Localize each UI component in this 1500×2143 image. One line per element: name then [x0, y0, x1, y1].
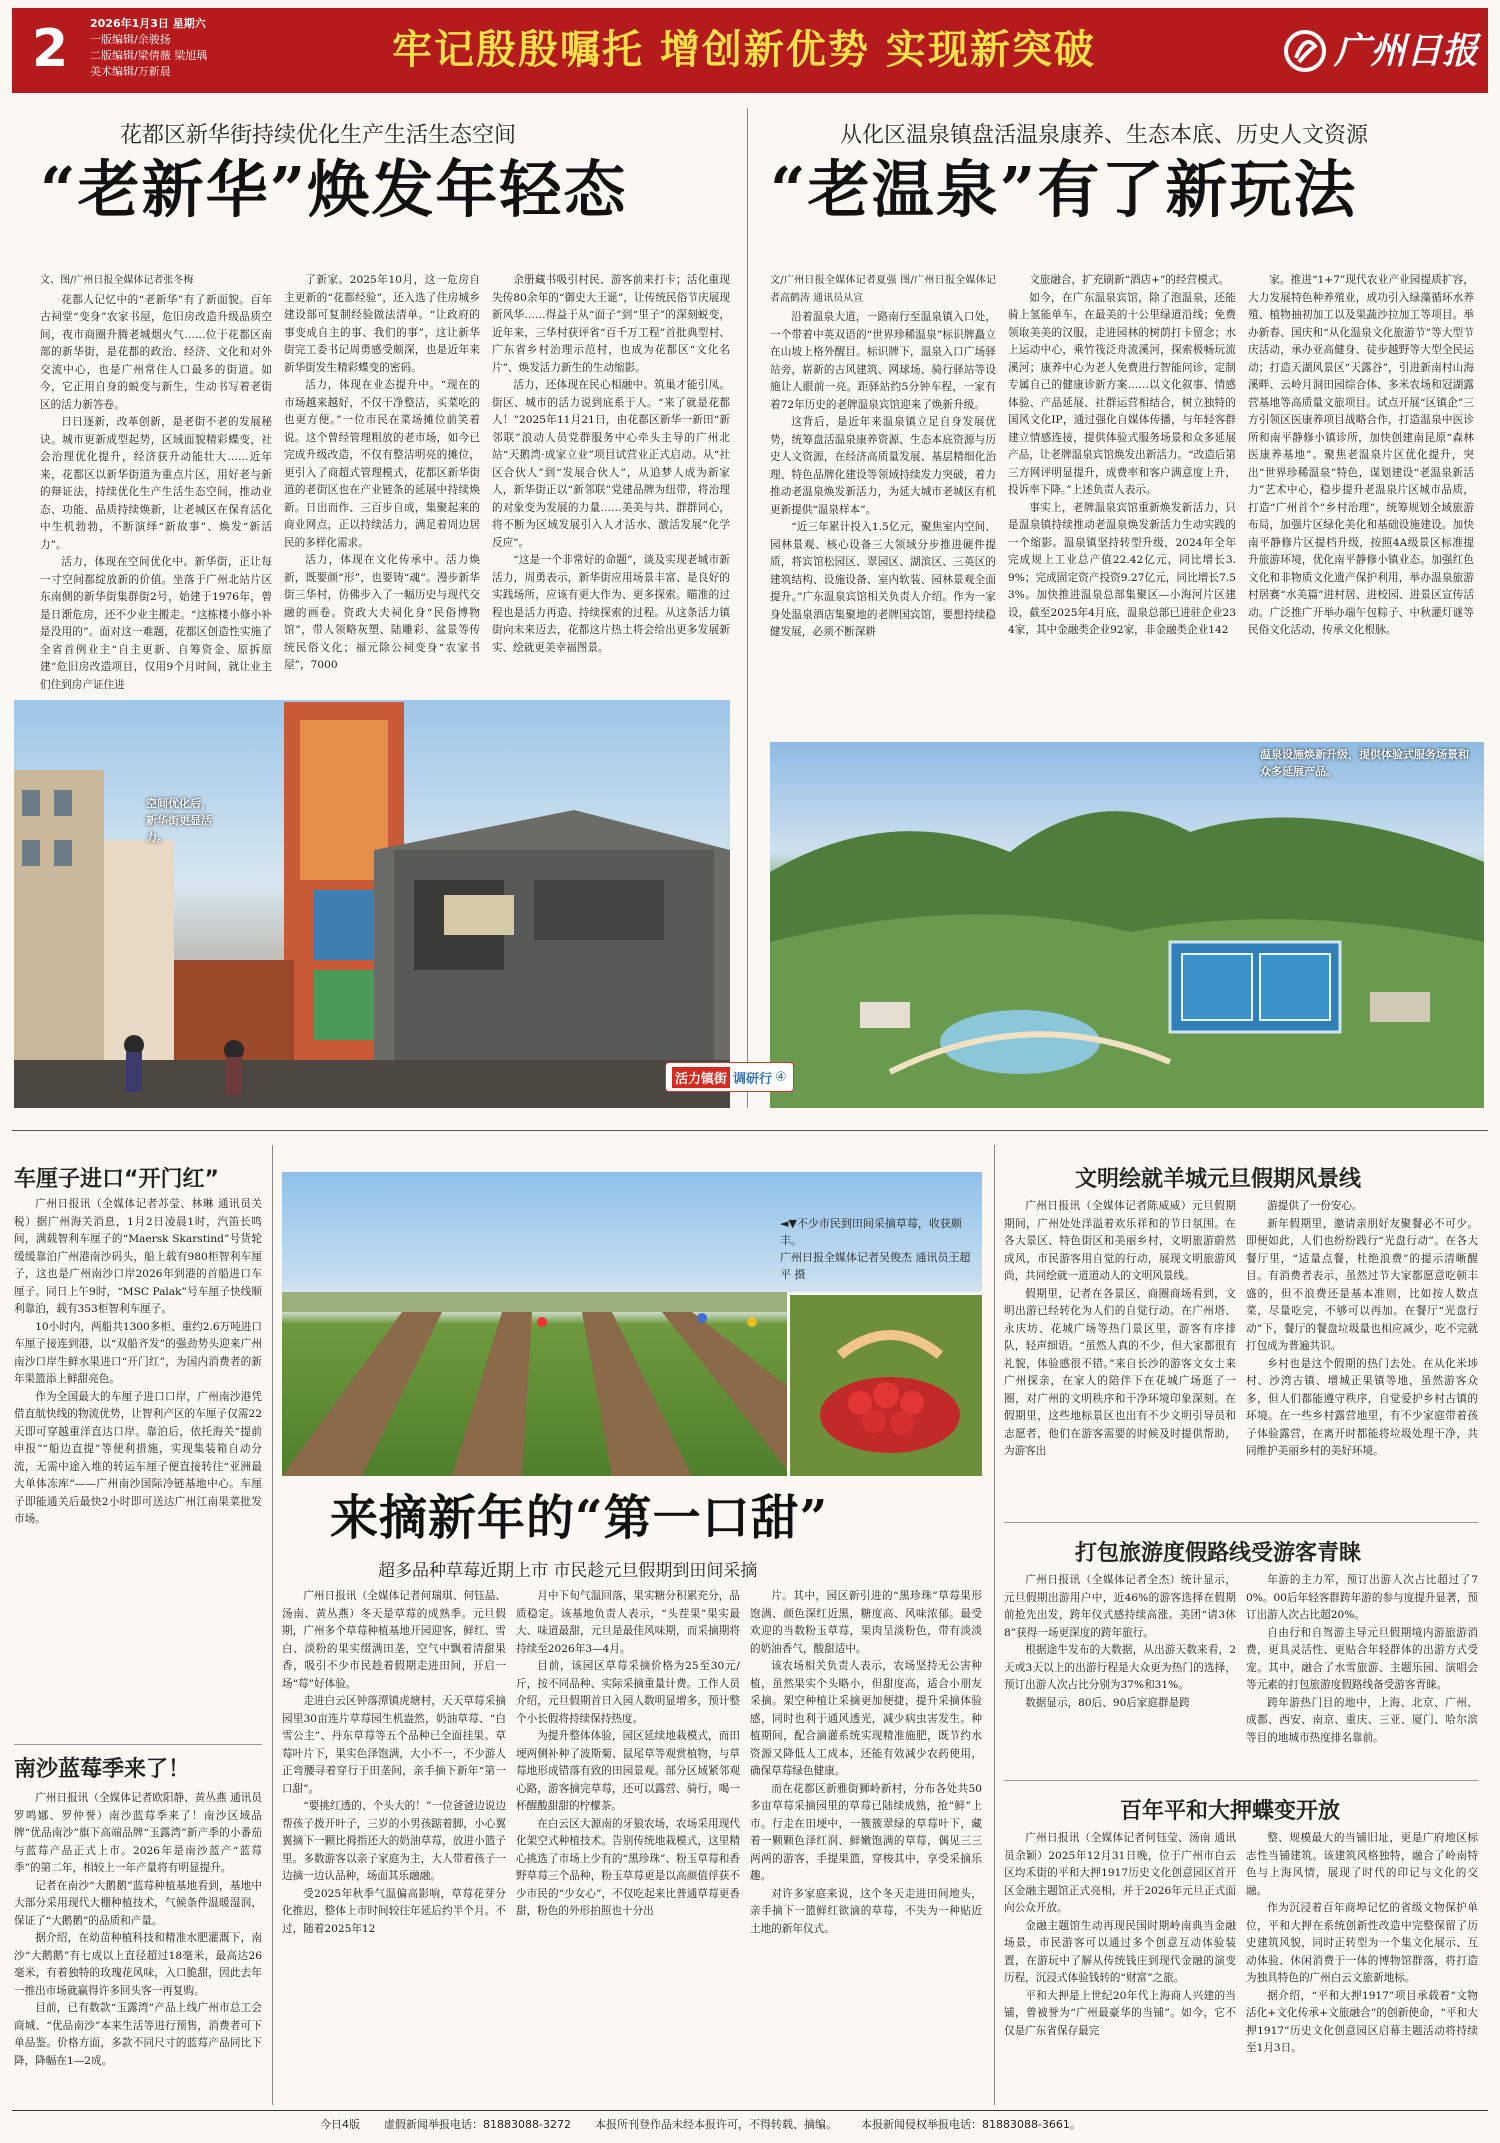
- footer-rule: [12, 2110, 1488, 2111]
- strawberry-subhead: 超多品种草莓近期上市 市民趁元旦假期到田间采摘: [378, 1561, 758, 1581]
- left-col-2: [284, 272, 480, 692]
- left-headline: “老新华”焕发年轻态: [40, 153, 628, 226]
- paragraph: 跨年游热门目的地中，上海、北京、广州、成都、西安、南京、重庆、三亚、厦门、哈尔滨等目的地城市热度排名靠前。: [1246, 1696, 1478, 1744]
- paragraph: 活力，体现在空间优化中。新华街，正让每一寸空间都绽放新的价值。坐落于广州北站片区东南侧的新华街集群街2号，始建于1976年，曾是日渐危房，还不少业主搬走。“这栋楼小修小补是没用的”。面对这一难题，花都区创造性实施了全省首例业主“自主更新、自筹资金、原拆原建”危旧房改造项目，仅用9个月时间，就让业主们住到房产证住进: [40, 556, 272, 691]
- story-divider: [14, 1744, 262, 1745]
- tour-col-1: [1004, 1572, 1236, 1776]
- paragraph: 广州日报讯（全媒体记者苏莹、林琳 通讯员关税）据广州海关消息，1月2日凌晨1时，汽笛长鸣间，满载智利车厘子的“Maersk Skarstind”号货轮缓缓靠泊广州港南沙码头，船上载有980柜智利车厘子，这也是广州南沙口岸2026年到港的首船进口车厘子。同日上午9时，“MSC Palak”号车厘子快线顺利靠泊，载有353柜智利车厘子。: [14, 1198, 262, 1315]
- story-divider: [1004, 1780, 1478, 1781]
- right-byline: 文/广州日报全媒体记者夏强 图/广州日报全媒体记者高鹤涛 通讯员从宣: [770, 275, 996, 304]
- paragraph: 据介绍，“平和大押1917”项目承载着“文物活化+文化传承+文旅融合”的创新使命，“平和大押1917”历史文化创意园区启幕主题活动将持续至1月3日。: [1246, 1989, 1478, 2054]
- cherry-headline: 车厘子进口“开门红”: [14, 1167, 219, 1192]
- cherry-body: [14, 1196, 262, 1740]
- editor-line: 一版编辑/余骏扬: [90, 33, 171, 46]
- tour-headline: 打包旅游度假路线受游客青睐: [1075, 1541, 1362, 1566]
- paragraph: 据介绍，在幼苗种植科技和精准水肥灌溉下，南沙“大鹅鹅”有七成以上直径超过18毫米，最高达26毫米，有着独特的玫瑰花风味，入口脆甜，因此去年一推出市场就赢得许多回头客一再复购。: [14, 1932, 262, 1997]
- paragraph: 广州日报讯（全媒体记者何瑞琪、何钰晶、汤南、黄丛燕）冬天是草莓的成熟季。元旦假期，广州多个草莓种植基地开园迎客，鲜红、雪白、淡粉的果实缀满田垄，空气中飘着清甜果香，吸引不少市民趁着假期走进田间，开启一场“莓”好体验。: [282, 1590, 506, 1690]
- left-col-3: [492, 272, 730, 692]
- paragraph: 受2025年秋季气温偏高影响，草莓花芽分化推迟，整体上市时间较往年延后约半个月。不过，随着2025年12: [282, 1887, 506, 1935]
- hot-spring-photo: [770, 742, 1484, 1108]
- paragraph: 如今，在广东温泉宾馆，除了泡温泉，还能骑上氢能单车，在最美的十公里绿道沿线；免费领取美美的汉服，走进园林的树荫打卡留念；水上运动中心，乘竹筏泛舟流溪河，探索极畅玩流溪河；康养中心为老人免费进行智能问诊，定制专属自己的健康诊新方案……以文化叙事、情感体验、产品延展、社群运营相结合，树立独特的国风文化IP，通过强化自媒体传播，与年轻客群建立情感连接，提供体验式服务场景和众多延展产品，让老牌温泉宾馆焕发出新活力。“改造后第三方网评明显提升，成费率和客户满意度上升，投诉率下降。”上述负责人表示。: [1008, 291, 1236, 496]
- paragraph: 新年假期里，邀请亲朋好友聚餐必不可少。即便如此，人们也纷纷践行“光盘行动”。在各大餐厅里，“适量点餐，杜绝浪费”的提示清晰醒目。有消费者表示，虽然过节大家都愿意吃顿丰盛的，但不浪费还是基本准则，比如按人数点菜，尽量吃完，不够可以再加。在餐厅“光盘行动”下，餐厅的餐盘垃圾量也相应减少，吃不完就打包成为普遍共识。: [1246, 1217, 1478, 1352]
- hot-spring-caption: 温泉设施焕新升级，提供体验式服务场景和众多延展产品。: [1260, 748, 1469, 778]
- paragraph: 月中下旬气温回落，果实糖分积累充分，品质稳定。该基地负责人表示，“头茬果”果实最大、味道最甜，元旦是最佳风味期，而采摘期将持续至2026年3—4月。: [516, 1590, 740, 1655]
- paragraph: 数据显示，80后、90后家庭群是跨: [1025, 1696, 1190, 1709]
- editor-line: 美术编辑/万新晨: [90, 65, 171, 78]
- paragraph: 事实上，老牌温泉宾馆重新焕发新活力，只是温泉镇持续推动老温泉焕发新活力生动实践的一个缩影。温泉镇坚持转型升级，2024年全年完成规上工业总产值22.42亿元，同比增长3.9%；完成固定资产投资9.27亿元，同比增长7.53%。加快推进温泉总部集聚区—小海河片区建设，截至2025年4月底，温泉总部已进驻企业234家，其中金融类企业92家，非金融类企业142: [1008, 501, 1236, 636]
- column-brand-name: 活力镇街: [672, 1067, 730, 1088]
- heritage-col-2: [1246, 1830, 1478, 2100]
- paragraph: 作为全国最大的车厘子进口口岸，广州南沙港凭借直航快线的物流优势，让智利产区的车厘子仅需22天即可穿越重洋直达口岸。靠泊后，依托海关“提前申报”“船边直提”等便利措施，实现集装箱自动分流，无需中途入堆的转运车厘子便直接转往“亚洲最大单体冻库”——广州南沙国际冷链基地中心。车厘子即能通关后最快2小时即可送达广州江南果菜批发市场。: [14, 1390, 262, 1525]
- footer-copyright: 本报所刊登作品未经本报许可，不得转载、摘编。: [594, 2118, 837, 2131]
- paragraph: 记者在南沙“大鹅鹅”蓝莓种植基地看到，基地中大部分采用现代大棚种植技术，气候条件温暖湿润，保证了“大鹅鹅”的品质和产量。: [14, 1879, 262, 1927]
- editor-info: [90, 16, 207, 80]
- right-col-1: [770, 272, 996, 742]
- paragraph: 沿着温泉大道，一路南行至温泉镇入口处，一个带着中英双语的“世界珍稀温泉”标识牌矗立在山坡上格外醒目。标识牌下，温泉入口广场驿站旁，崭新的古风建筑、网球场、骑行驿站等设施让人眼前一亮。距驿站约5分钟车程，一家有着72年历史的老牌温泉宾馆迎来了焕新升级。: [770, 311, 996, 411]
- strawberry-basket-inset: [787, 1292, 982, 1476]
- heritage-col-1: [1004, 1830, 1236, 2100]
- strawberry-col-3: [750, 1588, 982, 2098]
- newspaper-logo: [1282, 26, 1477, 76]
- page-header: [12, 8, 1488, 93]
- paragraph: 根据途牛发布的大数据，从出游天数来看，2天或3天以上的出游行程是大众更为热门的选择，预订出游人次占比分别为37%和31%。: [1004, 1644, 1236, 1691]
- paragraph: 年游的主力军，预订出游人次占比超过了70%。00后年轻客群跨年游的参与度提升显著，预订出游人次占比超20%。: [1246, 1574, 1478, 1621]
- paragraph: 走进白云区钟落潭镇虎塘村，天天草莓采摘园里30亩连片草莓园生机盎然，奶油草莓、“白雪公主”、丹东草莓等五个品种已全面挂果。草莓叶片下，果实色泽饱满，大小不一，不少游人正弯腰寻着穿行于田垄间，亲手摘下新年“第一口甜”。: [282, 1695, 506, 1795]
- paragraph: “近三年累计投入1.5亿元，聚焦室内空间、园林景观、核心设备三大领域分步推进硬件提质，将宾馆松园区、翠园区、湖滨区、三英区的建筑结构、设施设备、室内软装、园林景观全面提升。”广东温泉宾馆相关负责人介绍。作为一家身处温泉酒店集聚地的老牌国宾馆，要想持续稳健发展，必须不断深耕: [770, 521, 996, 638]
- paragraph: 广州日报讯（全媒体记者欧阳静、黄丛燕 通讯员罗鸣娜、罗仲誉）南沙蓝莓季来了！南沙区域品牌“优品南沙”旗下高端品牌“玉露湾”新产季的小番茄与蓝莓产品正式上市。2026年是南沙蓝产“蓝莓季”的第二年，相较上一年产量将有明显提升。: [14, 1792, 262, 1874]
- right-col-2: [1008, 272, 1236, 742]
- section-divider: [12, 1130, 1488, 1131]
- street-scene-image: [14, 700, 730, 1108]
- civility-headline: 文明绘就羊城元旦假期风景线: [1075, 1167, 1362, 1192]
- street-photo: [14, 700, 730, 1108]
- page-slogan: 牢记殷殷嘱托 增创新优势 实现新突破: [392, 27, 1096, 73]
- paragraph: “要挑红透的、个头大的！”一位爸爸边说边帮孩子拨开叶子，三岁的小男孩踮着脚，小心翼翼摘下一颗比拇指还大的奶油草莓，放进小篮子里。多数游客以亲子家庭为主，大人带着孩子一边摘一边认品种，场面其乐融融。: [282, 1800, 506, 1882]
- column-brand-tag: [665, 1062, 794, 1092]
- paragraph: 游提供了一份安心。: [1267, 1200, 1363, 1212]
- paragraph: 了新家。2025年10月，这一危房自主更新的“花都经验”，还入选了住房城乡建设部可复制经验做法清单。“让政府的事变成自主的事、我们的事”，这让新华街完工委书记周勇感受颇深，也是近年来新华街发生精彩蝶变的密码。: [284, 274, 480, 374]
- paragraph: 对许多家庭来说，这个冬天走进田间地头，亲手摘下一篮鲜红欲滴的草莓，不失为一种贴近土地的新年仪式。: [750, 1887, 982, 1935]
- issue-date: 2026年1月3日 星期六: [90, 17, 206, 30]
- strawberry-caption-text: 不少市民到田间采摘草莓，收获颇丰。: [780, 1217, 962, 1247]
- footer-pages: 今日4版: [320, 2118, 360, 2131]
- left-byline: 文、图/广州日报全媒体记者张冬梅: [40, 275, 194, 286]
- paragraph: 作为沉浸着百年商埠记忆的省级文物保护单位，平和大押在系统创新性改造中完整保留了历史建筑风貌，同时正转型为一个集文化展示、互动体验、休闲消费于一体的博物馆群落，将打造为独具特色的广州白云文旅新地标。: [1246, 1902, 1478, 1984]
- aerial-landscape-image: [770, 742, 1484, 1108]
- blueberry-body: [14, 1790, 262, 2102]
- paragraph: 在白云区大源南的牙狼农场，农场采用现代化架空式种植技术。告别传统地栽模式，这里精心挑选了市场上少有的“黑珍珠”、粉玉草莓和香野草莓三个品种，粉玉草莓更是以高颜值俘获不少市民的“少女心”，不仅吃起来比普通草莓更香甜，粉色的外形拍照也十分出: [516, 1817, 740, 1917]
- paragraph: 家。推进“1+7”现代农业产业园提质扩容，大力发展特色种养殖业，成功引入绿藻循环水养殖、植物抽初加工以及果蔬沙拉加工等项目。举办新春、国庆和“从化温泉文化旅游节”等大型节庆活动，承办亚高健身、徒步越野等大型全民运动；打造天湖风景区“天露谷”，引进新南村山海溪畔、云岭月洞田园综合体、多米农场和冠湖露营基地等高质量文旅项目。试点开展“区镇企”三方引领区医康养项目战略合作，打造温泉中医诊所和南平静修小镇诊所，加快创建南昆原“森林医康养基地”。聚焦老温泉片区优化提升，突出“世界珍稀温泉”特色，谋划建设“老温泉新活力”艺术中心，稳步提升老温泉片区城市品质，打造“广州首个”乡村治理”，统筹规划全域旅游布局，加强片区绿化美化和基础设施建设。加快南平静修片区提档升级，按照4A级景区标准提升旅游环境，优化南平静修小镇业态。加强红色文化和非物质文化遗产保护利用，举办温泉旅游村居赛“水美篇”进村居、进校园、进景区宣传活动。广泛推广开举办端午包粽子、中秋灌灯谜等民俗文化活动，传承文化根脉。: [1248, 274, 1474, 636]
- paragraph: 活力，还体现在民心相融中。筑巢才能引凤。街区、城市的活力说到底系于人。“来了就是花都人！”2025年11月21日，由花都区新华一新田“新邻联”浪动人员党群服务中心牵头主导的广州北站“天鹅湾·成家立业”项目试营业正式启动。从“社区合伙人”到“发展合伙人”，从追梦人成为新家人，新华街正以“新邻联”党建品牌为纽带，将治理的对象变为发展的力量……美美与共、群群同心，将不断为区域发展引入人才活水、激活发展“化学反应”。: [492, 379, 730, 549]
- paragraph: 金融主题馆生动再现民国时期岭南典当金融场景，市民游客可以通过多个创意互动体验装置，在游玩中了解从传统钱庄到现代金融的演变历程，沉浸式体验钱转的“财富”之旅。: [1004, 1919, 1236, 1984]
- logo-emblem-icon: [1282, 28, 1328, 74]
- civility-col-1: [1004, 1198, 1236, 1518]
- street-photo-caption: 空间优化后，新华街更显活力。: [146, 797, 212, 844]
- civility-col-2: [1246, 1198, 1478, 1518]
- paragraph: 广州日报讯（全媒体记者何钰莹、汤南 通讯员余颖）2025年12月31日晚，位于广州市白云区均禾街的平和大押1917历史文化创意园区首开区金融主题馆正式亮相，并于2026年元旦正式面向公众开放。: [1004, 1832, 1236, 1914]
- right-col-3: [1248, 272, 1474, 742]
- paragraph: 而在花都区新雅街狮岭新村，分布各处共50多亩草莓采摘园里的草莓已陆续成熟，抢“鲜”上市。行走在田埂中，一簇簇翠绿的草莓叶下，藏着一颗颗色泽红润、鲜嫩饱满的草莓，偶见三三两两的游客，手提果篮，穿梭其中，享受采摘乐趣。: [750, 1782, 982, 1882]
- pointer-icon: ◄▼: [780, 1217, 797, 1230]
- paragraph: 余册藏书吸引村民、游客前来打卡；活化重现失传80余年的“御史大王诞”，让传统民俗节庆展现新风华……得益于从“面子”到“里子”的深刻蜕变，近年来，三华村获评省“百千万工程”首批典型村、广东省乡村治理示范村，也成为花都区“文化名片”、焕发活力新生的生动缩影。: [492, 274, 730, 374]
- heritage-headline: 百年平和大押蝶变开放: [1120, 1799, 1341, 1824]
- paragraph: 日日逐新，改革创新，是老街不老的发展秘诀。城市更新成型起势，区域面貌精彩蝶变，社会治理优化提升，经济获升动能壮大……近年来，花都区以新华街道为重点片区，用好老与新的辩证法，持续优化生产生活生态空间，推动业态、功能、品质持续焕新，让老城区在保育活化中生机勃勃，不断演绎“新故事”、焕发“新活力”。: [40, 416, 272, 551]
- right-headline: “老温泉”有了新玩法: [770, 153, 1358, 226]
- footer-fake-news-hotline: 虚假新闻举报电话：81883088-3272: [384, 2118, 571, 2131]
- paragraph: 平和大押是上世纪20年代上海商人兴建的当铺，曾被誉为“广州最豪华的当铺”。如今，它不仅是广东省保存最完: [1004, 1989, 1236, 2037]
- paragraph: 自由行和自驾游主导元旦假期境内游旅游消费，更具灵活性、更贴合年轻群体的出游方式受宠。其中，融合了水雪旅游、主题乐园、演唱会等元素的打包旅游度假路线备受游客青睐。: [1246, 1626, 1478, 1691]
- column-divider: [994, 1145, 995, 2105]
- right-kicker: 从化区温泉镇盘活温泉康养、生态本底、历史人文资源: [840, 123, 1369, 148]
- paragraph: 广州日报讯（全媒体记者全杰）统计显示，元旦假期出游用户中，近46%的游客选择在假期前抢先出发，跨年仪式感持续高涨。美团“请3休8”获得一场更深度的跨年旅行。: [1004, 1574, 1236, 1639]
- paragraph: 活力，体现在文化传承中。活力焕新，既要颜“形”，也要铸“魂”。漫步新华街三华村，仿佛步入了一幅历史与现代交融的画卷。资政大夫祠化身“民俗博物馆”，带人领略灰塑、陆雕彩、盆景等传统民俗文化；福元除公祠变身“农家书屋”，7000: [284, 554, 480, 671]
- paragraph: “这是一个非常好的命题”，谈及实现老城市新活力，周勇表示，新华街应用场景丰富、是良好的实践场所，应该有更大作为、更多探索。瞄准的过程也是活力再造、持续探索的过程。从这条活力镇街向未来迈去，花都这片热土将会给出更多发展新实、绘就更美幸福图景。: [492, 554, 730, 654]
- strawberry-photo-caption: [780, 1215, 980, 1249]
- paragraph: 文旅融合，扩充刷新“酒店+”的经营模式。: [1029, 274, 1229, 286]
- left-col-1: [40, 272, 272, 748]
- tour-col-2: [1246, 1572, 1478, 1776]
- paragraph: 目前，该园区草莓采摘价格为25至30元/斤，按不同品种、实际采摘重量计费。工作人员介绍，元旦假期首日入园人数明显增多，预计整个小长假将持续保持热度。: [516, 1660, 740, 1725]
- page-footer: [320, 2116, 1220, 2132]
- column-divider: [272, 1145, 273, 2105]
- strawberry-headline: 来摘新年的“第一口甜”: [330, 1490, 829, 1546]
- paragraph: 活力，体现在业态提升中。“现在的市场越来越好，不仅干净整洁，买菜吃的也更方便。”一位市民在菜场摊位前笑着说。这个曾经管理粗放的老市场，如今已完成升级改造，不仅有整洁明亮的摊位，更引入了商超式管理模式，花都区新华街道的老街区也在产业链条的延展中持续焕新。日出而作、三百步自成，集聚起来的商业网点，正以持续活力，满足着周边居民的多样化需求。: [284, 379, 480, 549]
- page-number: 2: [32, 19, 69, 79]
- logo-text: 广州日报: [1334, 30, 1479, 72]
- strawberry-col-2: [516, 1588, 740, 2098]
- column-brand-tail: 调研行: [733, 1071, 773, 1087]
- paragraph: 为提升整体体验，园区延续地栽模式，而田埂两侧补种了波斯菊、鼠尾草等观赏植物，与草莓地形成错落有致的田园景观。部分区域紧邻观心路，游客摘完草莓，还可以露营、骑行，喝一杯醒酸甜甜的柠檬茶。: [516, 1730, 740, 1812]
- paragraph: 这背后，是近年来温泉镇立足自身发展优势，统筹盘活温泉康养资源、生态本底资源与历史人文资源，在经济高质量发展、基层精细化治理、特色品牌化建设等领域持续发力突破，着力推动老温泉焕发新活力，为延大城市老城区有机更新提供“温泉样本”。: [770, 416, 996, 516]
- blueberry-headline: 南沙蓝莓季来了！: [14, 1757, 191, 1782]
- paragraph: 该农场相关负责人表示，农场坚持无公害种植，虽然果实个头略小，但甜度高，适合小朋友采摘。架空种植让采摘更加便捷，提升采摘体验感，同时也利于通风透光，减少病虫害发生。种植期间，配合滴灌系统实现精准施肥，既节约水资源又降低人工成本，还能有效减少农药使用，确保草莓绿色健康。: [750, 1660, 982, 1777]
- left-kicker: 花都区新华街持续优化生产生活生态空间: [120, 123, 517, 148]
- footer-infringement-hotline: 本报新闻侵权举报电话：81883088-3661。: [860, 2118, 1081, 2131]
- paragraph: 乡村也是这个假期的热门去处。在从化米埗村、沙湾古镇、增城正果镇等地，虽然游客众多，但人们都能遵守秩序，自觉爱护乡村古镇的环境。在一些乡村露营地里，有不少家庭带着孩子体验露营，在离开时都能将垃圾处理干净，共同维护美丽乡村的美好环境。: [1246, 1357, 1478, 1457]
- paragraph: 花都人记忆中的“老新华”有了新面貌。百年古祠堂“变身”农家书屋，危旧房改造升级品质空间，夜市商圈升腾老城烟火气……位于花都区南部的新华街，是花都的政治、经济、文化和对外交流中心，也是广州常住人口最多的街道。如今，它正用自身的蜕变与新生，生动书写着老街区的活力新答卷。: [40, 293, 272, 411]
- column-number: ④: [775, 1069, 787, 1085]
- paragraph: 片。其中，园区新引进的“黑珍珠”草莓果形饱满、颜色深红近黑，糖度高、风味浓郁。最受欢迎的当数粉玉草莓，果肉呈淡粉色，带有淡淡的奶油香气，酸甜适中。: [750, 1590, 982, 1655]
- paragraph: 整、规模最大的当铺旧址，更是广府地区标志性当铺建筑。该建筑风格独特，融合了岭南特色与上海风情，展现了时代的印记与文化的交融。: [1246, 1832, 1478, 1897]
- story-divider: [1004, 1522, 1478, 1523]
- strawberry-photo-credit: 广州日报全媒体记者吴俊杰 通讯员王超平 摄: [780, 1251, 971, 1281]
- paragraph: 广州日报讯（全媒体记者陈威威）元旦假期期间，广州处处洋溢着欢乐祥和的节日氛围。在各大景区、特色街区和美丽乡村，文明旅游蔚然成风，市民游客用自觉的行动，展现文明旅游风尚，共同绘就一道道动人的文明风景线。: [1004, 1200, 1236, 1282]
- strawberry-basket-image: [790, 1295, 982, 1476]
- editor-line: 二版编辑/梁倩薇 梁旭瑀: [90, 49, 208, 62]
- strawberry-photo-caption-box: [780, 1215, 980, 1283]
- strawberry-col-1: [282, 1588, 506, 2098]
- paragraph: 10小时内，两船共1300多柜、重约2.6万吨进口车厘子接连到港，以“双船齐发”的强劲势头迎来广州南沙口岸生鲜水果进口“开门红”，为国内消费者的新年果篮添上鲜甜亮色。: [14, 1320, 262, 1385]
- center-divider: [747, 108, 748, 1108]
- paragraph: 假期里，记者在各景区、商圈商场看到，文明出游已经转化为人们的自觉行动。在广州塔、永庆坊、花城广场等热门景区里，游客有序排队，轻声细语。“虽然人真的不少，但大家都很有礼貌，体验感很不错。”来自长沙的游客文女士来广州探亲，在家人的陪伴下在花城广场逛了一圈，对广州的文明秩序和干净环境印象深刻。在假期里，这些地标景区也出有不少文明引导员和志愿者，他们在游客需要的时候及时提供帮助，为游客出: [1004, 1287, 1236, 1457]
- paragraph: 目前，已有数款“玉露湾”产品上线广州市总工会商城、“优品南沙”本来生活等进行预售，消费者可下单品鉴。价格方面，多款不同尺寸的蓝莓产品同比下降，降幅在1—2成。: [14, 2002, 262, 2067]
